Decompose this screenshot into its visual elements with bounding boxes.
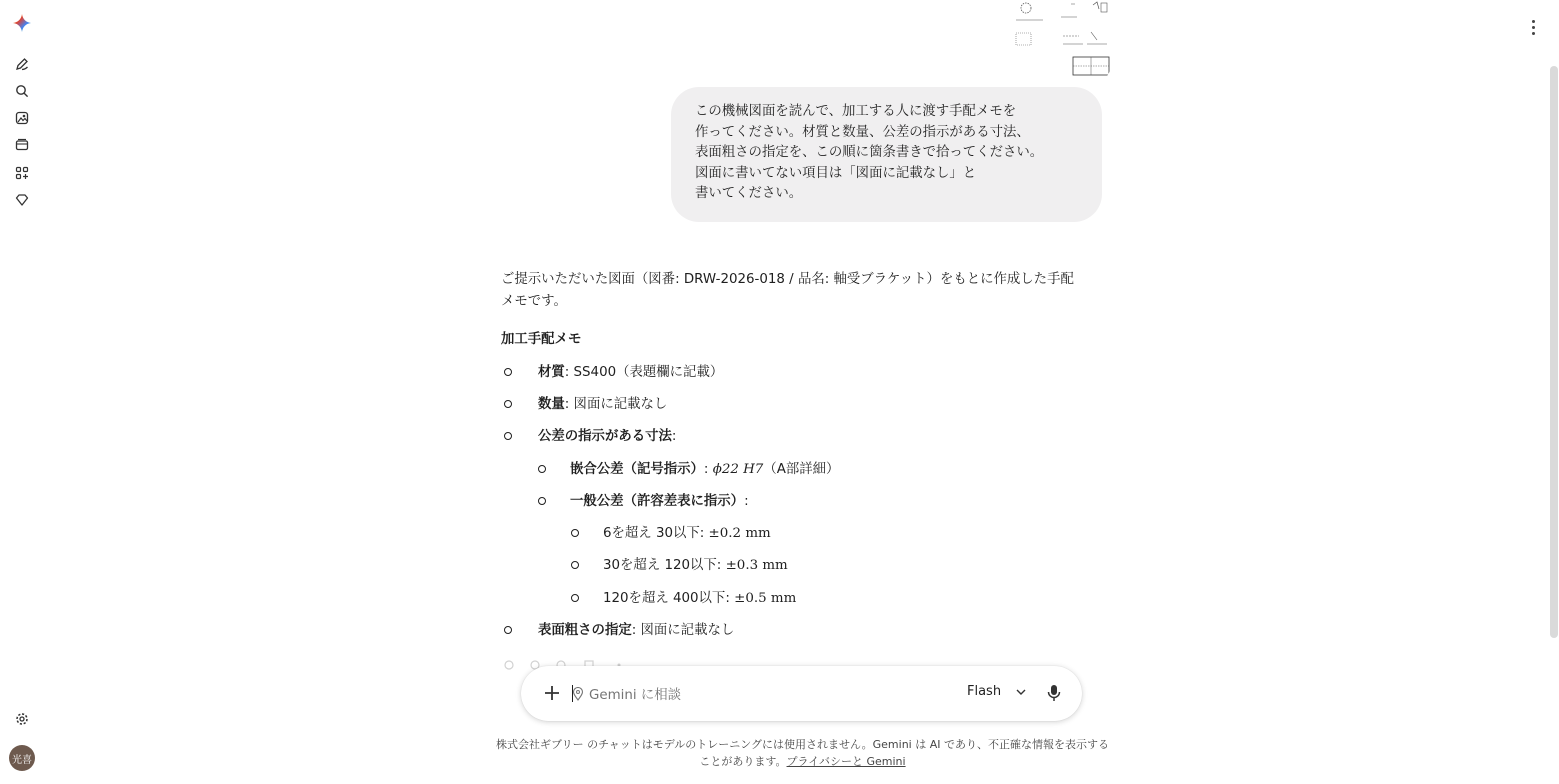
memo-title: 加工手配メモ: [501, 332, 582, 347]
microphone-icon[interactable]: [1046, 684, 1062, 702]
list-item-general-tolerance: 一般公差（許容差表に指示）:: [536, 492, 749, 512]
scrollbar[interactable]: [1550, 66, 1558, 638]
gemini-logo-icon[interactable]: [12, 13, 32, 33]
gallery-icon[interactable]: [12, 135, 32, 155]
bullet-icon: [504, 626, 512, 634]
add-attachment-icon[interactable]: [542, 683, 562, 703]
model-label: Flash: [967, 684, 1002, 699]
list-item-quantity: 数量: 図面に記載なし: [501, 395, 667, 415]
bullet-icon: [538, 465, 546, 473]
list-item-material: 材質: SS400（表題欄に記載）: [501, 363, 723, 383]
list-item-roughness: 表面粗さの指定: 図面に記載なし: [501, 621, 734, 641]
apps-icon[interactable]: [12, 163, 32, 183]
list-item-range: 30を超え 120以下: ±0.3 mm: [570, 556, 788, 576]
bullet-icon: [504, 368, 512, 376]
avatar[interactable]: 光喜: [9, 745, 35, 771]
response-intro: ご提示いただいた図面（図番: DRW-2026-018 / 品名: 軸受ブラケット）をもとに作成した手配メモです。: [501, 272, 1074, 309]
settings-icon[interactable]: [12, 709, 32, 729]
more-options-icon[interactable]: [1525, 16, 1541, 38]
disclaimer-line-1: 株式会社ギブリー のチャットはモデルのトレーニングには使用されません。Gemini は AI であり、不正確な情報を表示する: [496, 738, 1109, 751]
list-item-tolerance: 公差の指示がある寸法:: [501, 427, 676, 447]
bullet-icon: [571, 529, 579, 537]
new-chat-icon[interactable]: [12, 54, 32, 74]
sidebar-rail: [0, 0, 44, 784]
prompt-input-bar: [521, 666, 1082, 721]
model-selector[interactable]: [967, 684, 1027, 699]
privacy-link[interactable]: プライバシーと Gemini: [786, 755, 906, 768]
prompt-input[interactable]: Gemini に相談: [589, 688, 682, 703]
bullet-icon: [538, 497, 546, 505]
attached-drawing-image[interactable]: [1013, 0, 1110, 80]
chevron-down-icon: [1015, 686, 1027, 698]
bullet-icon: [571, 561, 579, 569]
bullet-icon: [504, 432, 512, 440]
location-pin-icon: [572, 686, 584, 700]
bullet-icon: [571, 594, 579, 602]
disclaimer: [490, 736, 1115, 770]
disclaimer-line-2: ことがあります。プライバシーと Gemini: [699, 755, 906, 768]
list-item-range: 120を超え 400以下: ±0.5 mm: [570, 589, 796, 609]
model-response: [501, 269, 1081, 638]
bullet-icon: [504, 400, 512, 408]
list-item-range: 6を超え 30以下: ±0.2 mm: [570, 524, 771, 544]
list-item-fit-tolerance: 嵌合公差（記号指示）: ϕ22 H7（A部詳細）: [536, 460, 839, 480]
search-icon[interactable]: [12, 81, 32, 101]
gem-icon[interactable]: [12, 190, 32, 210]
image-icon[interactable]: [12, 108, 32, 128]
user-message-bubble: この機械図面を読んで、加工する人に渡す手配メモを 作ってください。材質と数量、公差の指示がある寸法、 表面粗さの指定を、この順に箇条書きで拾ってください。 図面に書いてない項目は「図面に記載なし」と 書いてください。: [671, 87, 1102, 222]
